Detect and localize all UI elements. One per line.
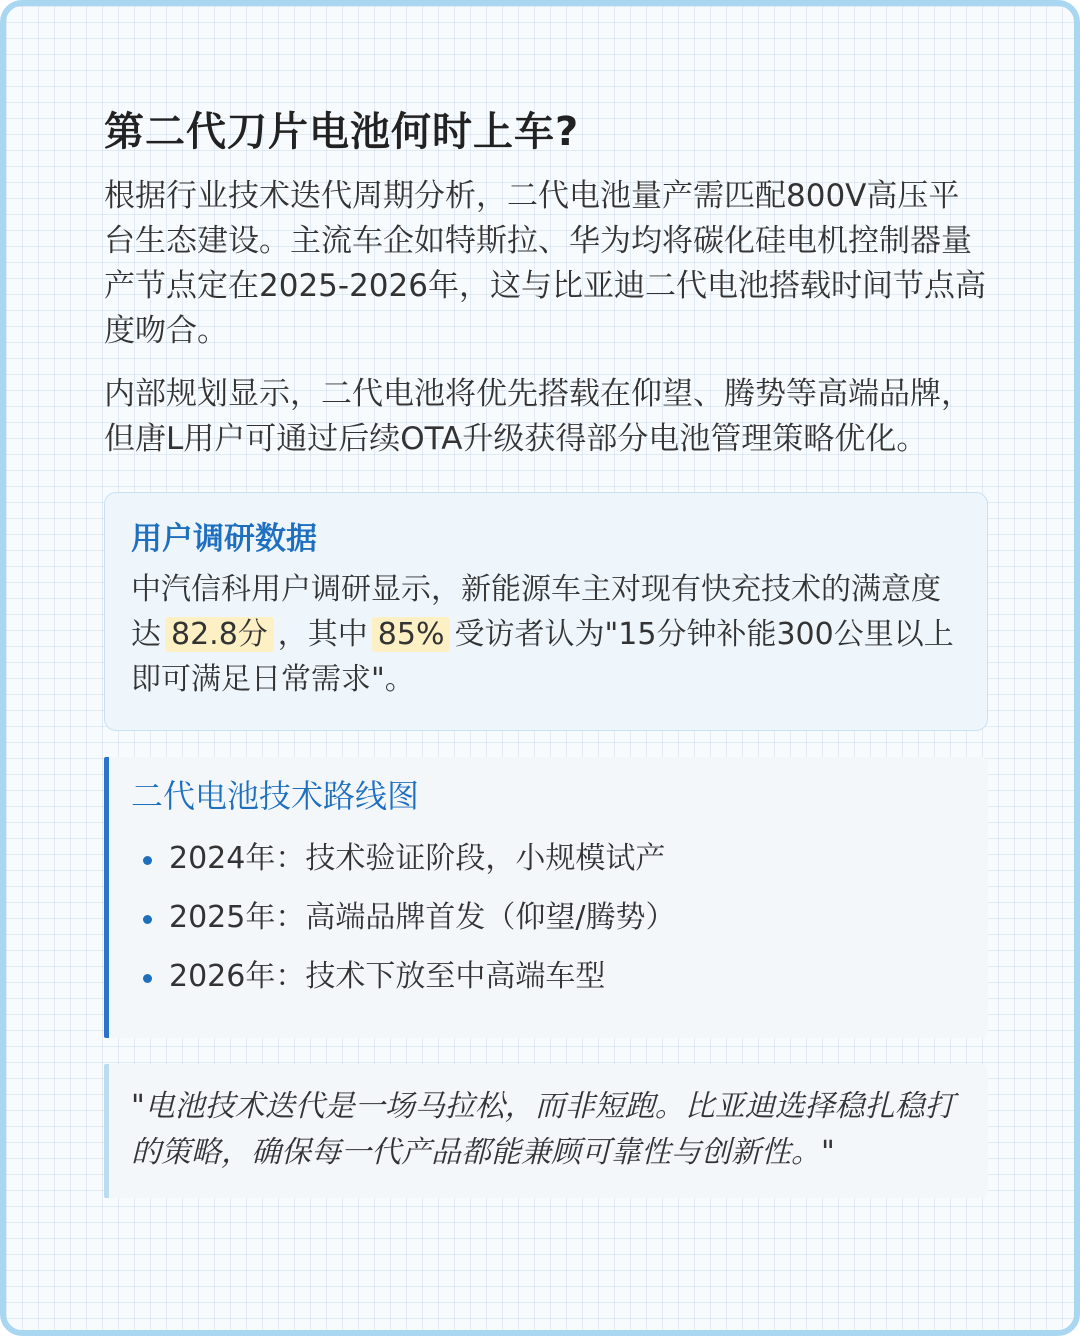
bullet-dot-icon — [143, 856, 152, 865]
roadmap-item-text: 2026年：技术下放至中高端车型 — [169, 959, 606, 994]
paragraph-analysis: 根据行业技术迭代周期分析，二代电池量产需匹配800V高压平台生态建设。主流车企如特斯拉、华为均将碳化硅电机控制器量产节点定在2025-2026年，这与比亚迪二代电池搭载时间节点高度吻合。 — [104, 178, 986, 349]
survey-title: 用户调研数据 — [131, 521, 317, 557]
roadmap-item — [131, 888, 964, 947]
roadmap-title: 二代电池技术路线图 — [131, 777, 420, 815]
survey-card — [104, 492, 988, 731]
roadmap-list — [131, 829, 964, 1006]
survey-text-middle: ，其中 — [277, 617, 368, 652]
roadmap-item — [131, 947, 964, 1006]
percent-highlight: 85% — [372, 617, 451, 652]
roadmap-card — [104, 757, 988, 1038]
survey-text-after: 受访者认为"15分钟补能300公里以上即可满足日常需求"。 — [131, 617, 954, 697]
roadmap-item — [131, 829, 964, 888]
roadmap-item-text: 2025年：高端品牌首发（仰望/腾势） — [169, 900, 676, 935]
roadmap-item-text: 2024年：技术验证阶段，小规模试产 — [169, 841, 666, 876]
bullet-dot-icon — [143, 974, 152, 983]
survey-text-before: 中汽信科用户调研显示，新能源车主对现有快充技术的满意度达 — [131, 572, 941, 652]
article-content — [104, 102, 988, 1198]
quote-text: "电池技术迭代是一场马拉松，而非短跑。比亚迪选择稳扎稳打的策略，确保每一代产品都能兼顾可靠性与创新性。" — [131, 1089, 955, 1170]
satisfaction-score-highlight: 82.8分 — [165, 617, 274, 652]
bullet-dot-icon — [143, 915, 152, 924]
quote-card — [104, 1064, 988, 1198]
page-title: 第二代刀片电池何时上车? — [104, 109, 580, 155]
paragraph-planning: 内部规划显示，二代电池将优先搭载在仰望、腾势等高端品牌，但唐L用户可通过后续OTA升级获得部分电池管理策略优化。 — [104, 376, 972, 457]
survey-text — [131, 567, 961, 702]
